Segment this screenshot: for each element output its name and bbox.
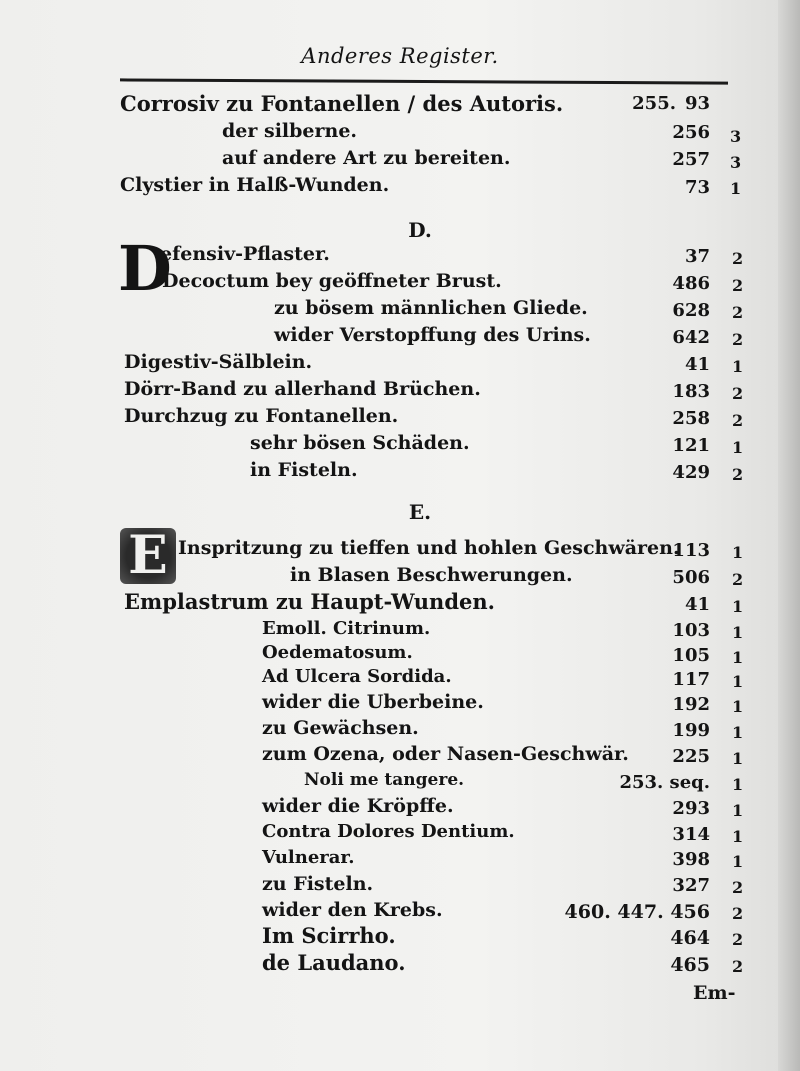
entry-text: de Laudano. [262,950,406,975]
page-number: 253. seq. [619,772,710,793]
entry-text: in Fisteln. [250,459,358,481]
entry-text: Corrosiv zu Fontanellen / des Autoris. [120,91,564,116]
page-number: 183 [672,381,710,402]
entry-text: wider die Uberbeine. [262,691,484,713]
column-number: 1 [732,648,744,667]
column-number: 2 [732,904,744,923]
page-number: 486 [672,273,710,294]
entry-text: zu Gewächsen. [262,717,419,739]
page-header: Anderes Register. [301,44,499,68]
column-number: 1 [732,723,744,742]
catchword: Em- [693,982,736,1004]
initial-letter-e: E [120,528,176,584]
page-number: 506 [672,567,710,588]
entry-text: Oedematosum. [262,642,413,663]
page-number: 41 [684,354,710,375]
entry-text: Ad Ulcera Sordida. [262,666,452,687]
entry-text: Digestiv-Sälblein. [124,351,313,373]
page-number: 37 [684,246,710,267]
column-number: 2 [732,249,744,268]
column-number: 1 [732,543,744,562]
column-number: 2 [732,411,744,430]
page-number: 255. [632,93,676,114]
page-number: 460. 447. 456 [564,901,710,923]
column-number: 1 [732,672,744,691]
page-number-secondary: 93 [684,93,710,114]
column-number: 3 [730,127,742,146]
page-number: 398 [672,849,710,870]
page-number: 73 [684,177,710,198]
page-number: 257 [672,149,710,170]
column-number: 2 [732,330,744,349]
entry-text: Vulnerar. [262,847,355,868]
section-letter-d: D. [408,218,432,242]
entry-text: Emplastrum zu Haupt-Wunden. [124,589,495,614]
entry-text: Im Scirrho. [262,923,396,948]
entry-text: sehr bösen Schäden. [250,432,470,454]
entry-text: Contra Dolores Dentium. [262,821,515,842]
page-number: 103 [672,620,710,641]
entry-text: Dörr-Band zu allerhand Brüchen. [124,378,481,400]
entry-text: auf andere Art zu bereiten. [222,147,511,169]
column-number: 2 [732,878,744,897]
column-number: 2 [732,384,744,403]
entry-text: zu bösem männlichen Gliede. [274,297,588,319]
entry-text: der silberne. [222,120,358,142]
initial-letter-d: D [118,232,172,305]
column-number: 1 [732,827,744,846]
column-number: 1 [732,852,744,871]
entry-text: Decoctum bey geöffneter Brust. [162,270,502,292]
column-number: 1 [732,697,744,716]
page-number: 258 [672,408,710,429]
entry-text: Noli me tangere. [304,770,465,790]
column-number: 1 [730,179,742,198]
entry-text: wider die Kröpffe. [262,795,454,817]
page-number: 121 [672,435,710,456]
page-number: 256 [672,122,710,143]
column-number: 2 [732,303,744,322]
column-number: 2 [732,276,744,295]
column-number: 1 [732,749,744,768]
column-number: 1 [732,597,744,616]
page-number: 192 [672,694,710,715]
entry-text: efensiv-Pflaster. [160,243,330,265]
page-number: 117 [672,669,710,690]
page-number: 225 [672,746,710,767]
page-number: 314 [672,824,710,845]
entry-text: Emoll. Citrinum. [262,618,431,639]
entry-text: Inspritzung zu tieffen und hohlen Geschwären. [178,537,680,559]
entry-text: wider Verstopffung des Urins. [274,324,591,346]
entry-text: zum Ozena, oder Nasen-Geschwär. [262,743,629,765]
column-number: 2 [732,465,744,484]
entry-text: zu Fisteln. [262,873,374,895]
page-number: 293 [672,798,710,819]
column-number: 1 [732,357,744,376]
column-number: 3 [730,153,742,172]
page-number: 105 [672,645,710,666]
page-number: 465 [670,954,710,976]
page-number: 113 [672,540,710,561]
entry-text: wider den Krebs. [262,899,443,921]
page-number: 628 [672,300,710,321]
header-rule [120,78,728,84]
column-number: 1 [732,623,744,642]
column-number: 2 [732,570,744,589]
column-number: 2 [732,930,744,949]
page-number: 199 [672,720,710,741]
column-number: 1 [732,775,744,794]
column-number: 1 [732,438,744,457]
column-number: 1 [732,801,744,820]
entry-text: Durchzug zu Fontanellen. [124,405,399,427]
page-number: 464 [670,927,710,949]
entry-text: Clystier in Halß-Wunden. [120,174,390,196]
column-number: 2 [732,957,744,976]
section-letter-e: E. [408,500,432,524]
page-number: 429 [672,462,710,483]
page-number: 642 [672,327,710,348]
page-edge-shadow [778,0,800,1071]
entry-text: in Blasen Beschwerungen. [290,564,573,586]
page-number: 327 [672,875,710,896]
page-number: 41 [684,594,710,615]
